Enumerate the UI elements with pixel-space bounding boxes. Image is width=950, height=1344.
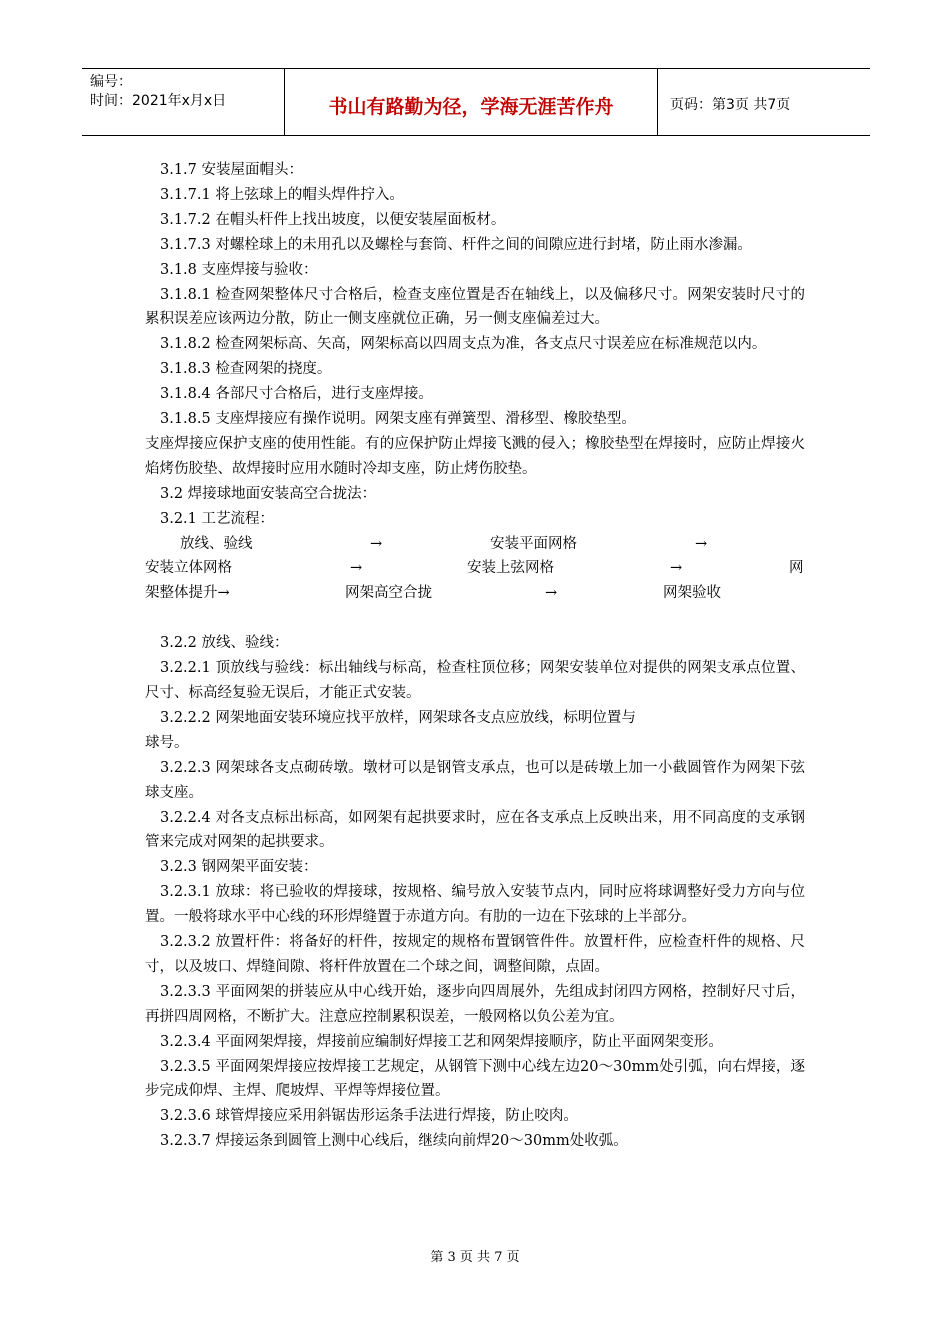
header-info-cell: [82, 69, 285, 135]
paragraph: 3.1.8.2 检查网架标高、矢高，网架标高以四周支点为准，各支点尺寸误差应在标准规范以内。: [160, 336, 767, 353]
paragraph: 3.1.8.1 检查网架整体尺寸合格后，检查支座位置是否在轴线上，以及偏移尺寸。网架安装时尺寸的累积误差应该两边分散，防止一侧支座就位正确，另一侧支座偏差过大。: [145, 286, 805, 328]
paragraph: 3.1.8.5 支座焊接应有操作说明。网架支座有弹簧型、滑移型、橡胶垫型。: [160, 411, 636, 428]
flow-step: 安装上弦网格: [467, 560, 554, 577]
paragraph: 3.1.7.3 对螺栓球上的未用孔以及螺栓与套筒、杆件之间的间隙应进行封堵，防止雨水渗漏。: [160, 236, 752, 253]
flow-row-1: [145, 532, 805, 557]
paragraph: 3.2.2.2 网架地面安装环境应找平放样，网架球各支点应放线，标明位置与: [160, 709, 636, 726]
paragraph: 3.1.8 支座焊接与验收：: [160, 261, 318, 278]
flow-arrow: →: [370, 535, 383, 552]
code-label: 编号：: [90, 74, 132, 90]
flow-row-2: [145, 556, 805, 581]
flow-arrow: →: [695, 535, 708, 552]
flow-step: 安装平面网格: [490, 535, 577, 552]
paragraph: 3.2.3.5 平面网架焊接应按焊接工艺规定，从钢管下测中心线左边20～30mm处引弧，向右焊接，逐步完成仰焊、主焊、爬坡焊、平焊等焊接位置。: [145, 1058, 805, 1100]
paragraph: 3.2.2.1 顶放线与验线：标出轴线与标高，检查柱顶位移；网架安装单位对提供的网架支承点位置、尺寸、标高经复验无误后，才能正式安装。: [145, 660, 805, 701]
paragraph: 3.2.1 工艺流程：: [160, 510, 275, 527]
paragraph: 球号。: [145, 734, 189, 751]
flow-step: 安装立体网格: [145, 560, 232, 577]
flow-step: 架整体提升→: [145, 585, 230, 602]
flow-step: 网架验收: [663, 585, 721, 602]
document-body: [145, 158, 805, 1154]
paragraph: 3.1.7.1 将上弦球上的帽头焊件拧入。: [160, 186, 404, 203]
paragraph: 3.2.3 钢网架平面安装：: [160, 859, 318, 876]
time-label: 时间：2021年x月x日: [90, 93, 227, 109]
flow-arrow: →: [670, 560, 683, 577]
header-motto: 书山有路勤为径，学海无涯苦作舟: [285, 69, 658, 135]
paragraph: 3.2.2.4 对各支点标出标高，如网架有起拱要求时，应在各支承点上反映出来，用不同高度的支承钢管来完成对网架的起拱要求。: [145, 809, 805, 851]
flow-step: 放线、验线: [180, 535, 253, 552]
paragraph: 3.2.3.4 平面网架焊接，焊接前应编制好焊接工艺和网架焊接顺序，防止平面网架变形。: [160, 1033, 723, 1050]
page-header: [82, 68, 870, 136]
paragraph: 3.2.2 放线、验线：: [160, 635, 289, 652]
paragraph: 3.2.3.3 平面网架的拼装应从中心线开始，逐步向四周展外，先组成封闭四方网格，控制好尺寸后，再拼四周网格，不断扩大。注意应控制累积误差，一般网格以负公差为宜。: [145, 983, 805, 1025]
paragraph: 3.2.3.1 放球：将已验收的焊接球，按规格、编号放入安装节点内，同时应将球调整好受力方向与位置。一般将球水平中心线的环形焊缝置于赤道方向。有肋的一边在下弦球的上半部分。: [145, 884, 805, 926]
paragraph: 3.1.8.4 各部尺寸合格后，进行支座焊接。: [160, 386, 433, 403]
flow-step: 网架高空合拢: [345, 585, 432, 602]
paragraph: 3.1.7 安装屋面帽头：: [160, 162, 304, 178]
flow-arrow: →: [545, 585, 558, 602]
paragraph: 3.2 焊接球地面安装高空合拢法：: [160, 485, 377, 502]
paragraph: 3.1.8.3 检查网架的挠度。: [160, 361, 332, 378]
flow-arrow: →: [350, 560, 363, 577]
header-page-label: 页码：第3页 共7页: [670, 97, 791, 113]
spacer: [145, 606, 805, 631]
paragraph: 3.2.3.7 焊接运条到圆管上测中心线后，继续向前焊20～30mm处收弧。: [160, 1133, 628, 1150]
paragraph: 3.2.3.2 放置杆件：将备好的杆件，按规定的规格布置钢管件件。放置杆件，应检查杆件的规格、尺寸，以及坡口、焊缝间隙、将杆件放置在二个球之间，调整间隙，点固。: [145, 934, 805, 975]
flow-row-3: [145, 581, 805, 606]
paragraph: 3.1.7.2 在帽头杆件上找出坡度，以便安装屋面板材。: [160, 211, 506, 228]
paragraph: 3.2.2.3 网架球各支点砌砖墩。墩材可以是钢管支承点，也可以是砖墩上加一小截圆管作为网架下弦球支座。: [145, 759, 805, 801]
flow-step: 网: [789, 560, 804, 577]
paragraph: 3.2.3.6 球管焊接应采用斜锯齿形运条手法进行焊接，防止咬肉。: [160, 1108, 578, 1125]
page-footer: 第 3 页 共 7 页: [430, 1250, 520, 1265]
paragraph: 支座焊接应保护支座的使用性能。有的应保护防止焊接飞溅的侵入；橡胶垫型在焊接时，应防止焊接火焰烤伤胶垫、故焊接时应用水随时冷却支座，防止烤伤胶垫。: [145, 435, 805, 477]
